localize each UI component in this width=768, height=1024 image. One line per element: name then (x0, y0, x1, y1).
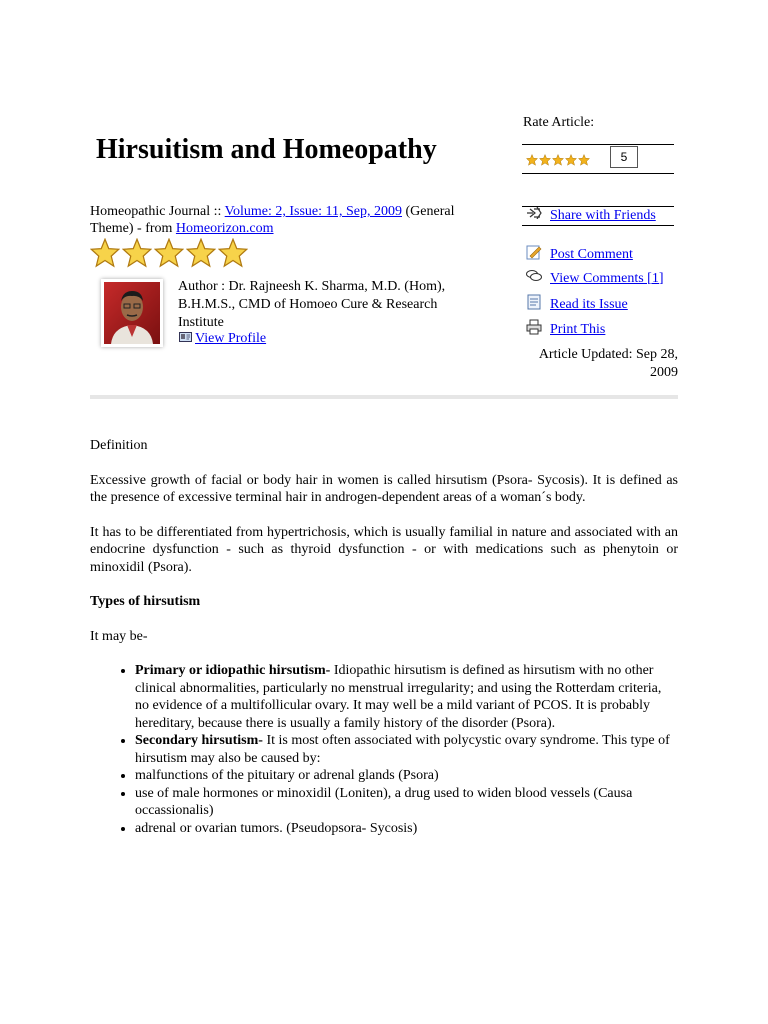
rating-star-icon (539, 154, 551, 166)
author-info: Author : Dr. Rajneesh K. Sharma, M.D. (Hom), B.H.M.S., CMD of Homoeo Cure & Research Institute (178, 279, 446, 330)
list-item: • malfunctions of the pituitary or adrenal glands (Psora) (135, 767, 678, 785)
read-issue-link[interactable]: Read its Issue (550, 296, 628, 312)
journal-prefix: Homeopathic Journal :: (90, 204, 225, 219)
big-star-icon (218, 238, 248, 268)
rating-star-icon (565, 154, 577, 166)
journal-line (90, 203, 490, 237)
document-icon (526, 294, 542, 315)
view-comments-link[interactable]: View Comments [1] (550, 270, 664, 286)
list-item: • Primary or idiopathic hirsutism- Idiopathic hirsutism is defined as hirsutism with no other clinical abnormalities, particularly no menstrual irregularity; and using the Rotterdam criteria, no evidence of a multifollicular ovary. It may well be a mild variant of PCOS. It is probably hereditary, because there is usually a family history of the disorder (Psora). (135, 662, 678, 732)
issue-link[interactable]: Volume: 2, Issue: 11, Sep, 2009 (224, 204, 403, 219)
rating-widget (522, 144, 674, 174)
list-item: • use of male hormones or minoxidil (Loniten), a drug used to widen blood vessels (Causa occassionalis) (135, 785, 678, 820)
big-star-icon (186, 238, 216, 268)
big-star-icon (154, 238, 184, 268)
print-link[interactable]: Print This (550, 321, 606, 337)
paragraph: It has to be differentiated from hypertrichosis, which is usually familial in nature and associated with an endocrine dysfunction - such as thyroid dysfunction - or with medications such as phenytoin or minoxidil (Psora). (90, 524, 678, 575)
article-body (90, 437, 678, 837)
print-item[interactable] (526, 319, 605, 340)
list-item: • Secondary hirsutism- It is most often associated with polycystic ovary syndrome. This type of hirsutism may also be caused by: (135, 732, 678, 767)
view-profile[interactable] (179, 331, 266, 347)
definition-heading: Definition (90, 438, 148, 453)
source-link[interactable]: Homeorizon.com (175, 221, 274, 236)
journal-theme: (General Theme) - from (90, 204, 455, 236)
share-with-friends[interactable] (522, 206, 674, 226)
profile-card-icon (179, 331, 192, 347)
speech-bubbles-icon (526, 269, 542, 288)
rating-count: 5 (610, 146, 638, 168)
author-photo (101, 279, 163, 347)
big-star-icon (122, 238, 152, 268)
post-comment-link[interactable]: Post Comment (550, 246, 633, 262)
printer-icon (526, 319, 542, 340)
view-profile-link[interactable]: View Profile (195, 331, 267, 346)
post-comment-icon (526, 244, 542, 265)
big-star-icon (90, 238, 120, 268)
article-rating-stars (90, 238, 248, 268)
view-comments-item[interactable] (526, 269, 663, 288)
share-link[interactable]: Share with Friends (550, 208, 656, 224)
list-item: • adrenal or ovarian tumors. (Pseudopsora- Sycosis) (135, 820, 678, 838)
read-issue-item[interactable] (526, 294, 628, 315)
rating-star-icon (552, 154, 564, 166)
rating-star-icon (526, 154, 538, 166)
rate-article-label: Rate Article: (523, 115, 595, 130)
header-divider (90, 395, 678, 399)
share-icon (526, 207, 542, 225)
types-heading: Types of hirsutism (90, 594, 201, 609)
rating-stars[interactable] (526, 154, 590, 166)
types-list (90, 662, 678, 837)
paragraph: Excessive growth of facial or body hair in women is called hirsutism (Psora- Sycosis). It is defined as the presence of excessive terminal hair in androgen-dependent areas of a woman´s body. (90, 472, 678, 505)
article-updated: Article Updated: Sep 28, 2009 (538, 347, 678, 380)
article-title: Hirsuitism and Homeopathy (96, 134, 437, 165)
post-comment-item[interactable] (526, 244, 633, 265)
rating-star-icon (578, 154, 590, 166)
paragraph: It may be- (90, 628, 148, 644)
